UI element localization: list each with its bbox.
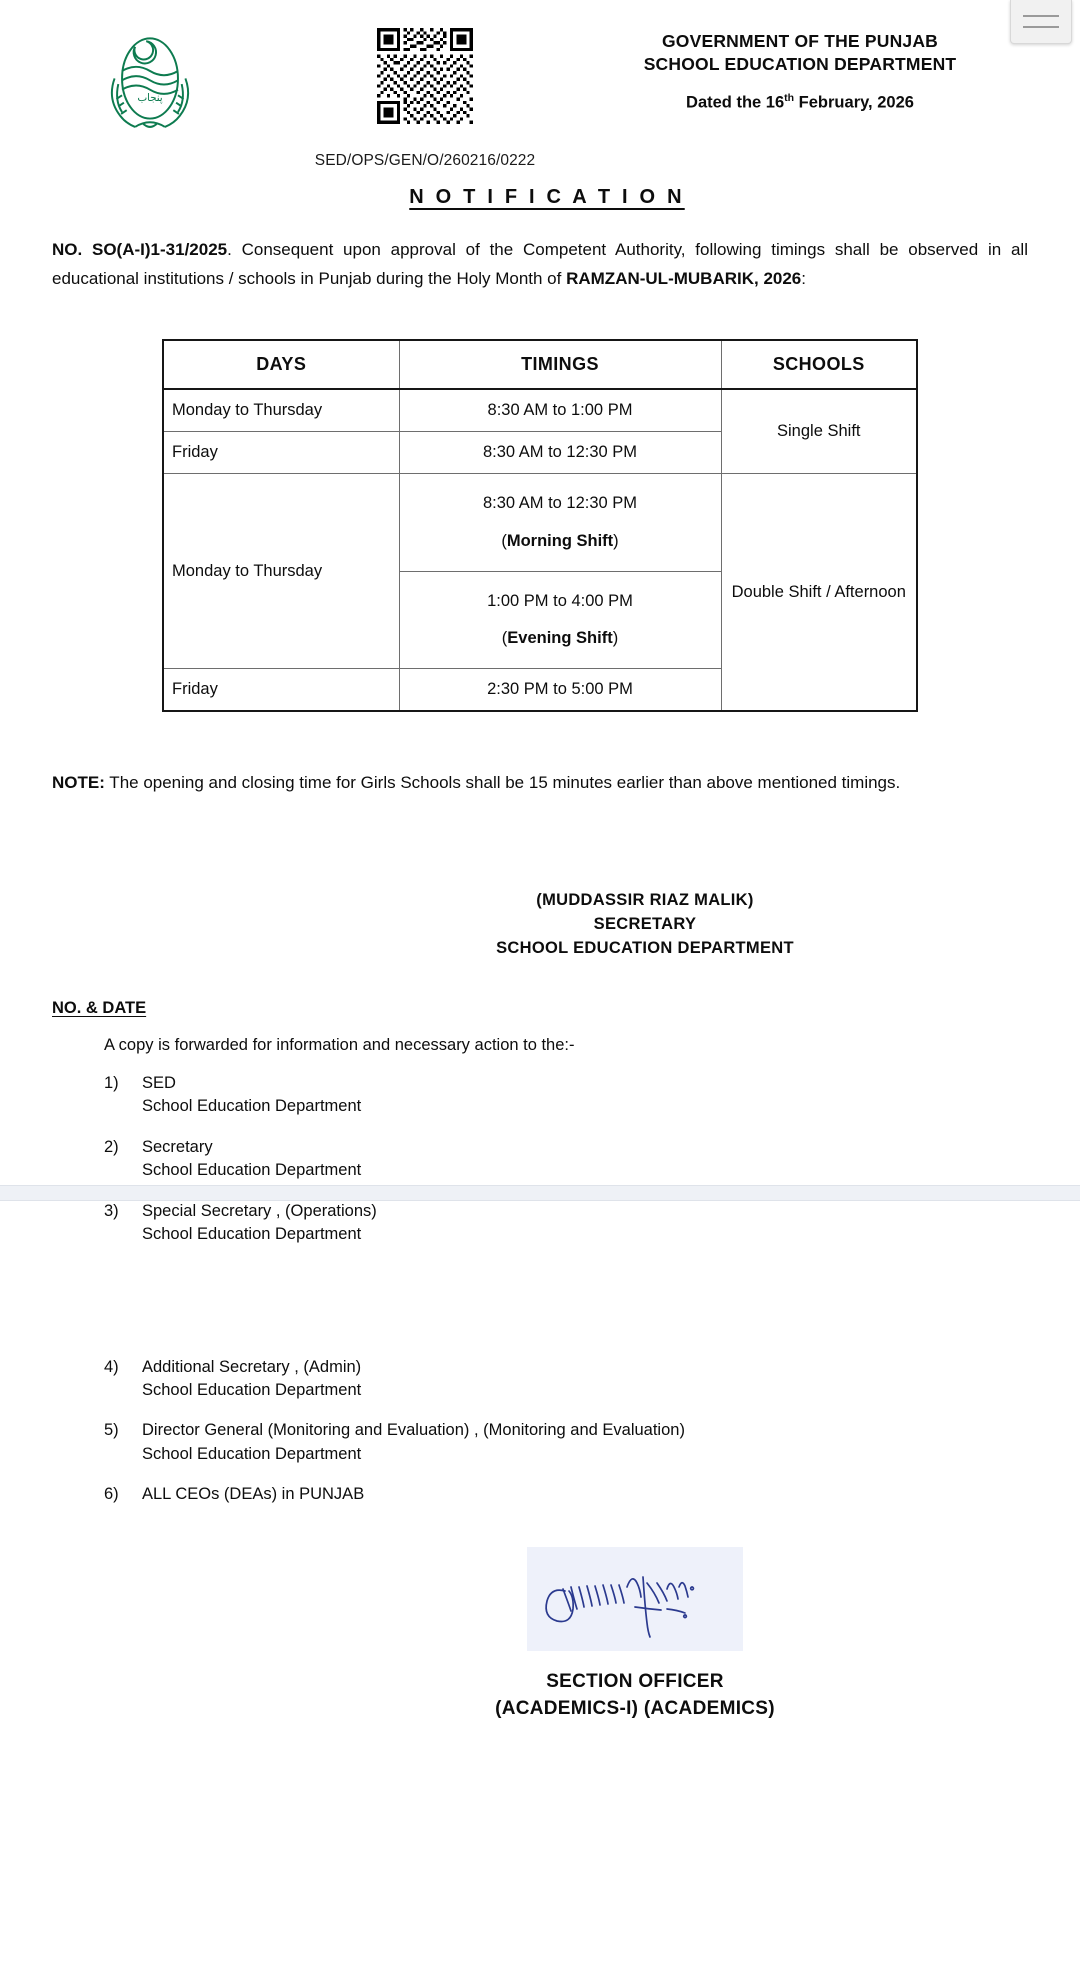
list-item-subtitle: School Education Department: [142, 1161, 362, 1180]
punjab-government-crest-icon: [94, 30, 206, 140]
footer-caption-line-1: SECTION OFFICER: [546, 1670, 724, 1692]
footer-signature-area: [52, 1547, 1028, 1723]
reference-number: SED/OPS/GEN/O/260216/0222: [314, 152, 536, 169]
list-item: [104, 1136, 1028, 1183]
cell-school: Double Shift / Afternoon: [721, 474, 917, 711]
list-item: [104, 1419, 1028, 1466]
document-header: [0, 0, 1080, 170]
notification-paragraph: [52, 235, 1028, 293]
cell-day: Monday to Thursday: [163, 389, 399, 432]
shift-label: Morning Shift: [506, 531, 614, 550]
page-break-band: [0, 1185, 1080, 1201]
list-item-number: 4): [104, 1357, 119, 1376]
shift-close-paren: ): [613, 531, 619, 550]
list-item-title: Additional Secretary , (Admin): [142, 1357, 362, 1376]
document-date: [550, 92, 1050, 113]
list-item-subtitle: School Education Department: [142, 1444, 362, 1463]
scroll-handle[interactable]: [1010, 0, 1072, 44]
list-item-content: [142, 1356, 361, 1403]
list-item-title: ALL CEOs (DEAs) in PUNJAB: [142, 1485, 365, 1504]
svg-text:پنجاب: پنجاب: [137, 92, 163, 104]
table-row: [163, 389, 917, 432]
shift-open-paren: (: [501, 628, 508, 647]
distribution-list-continued: [52, 1356, 1028, 1507]
list-item-number: 3): [104, 1201, 119, 1220]
paragraph-text: . Consequent upon approval of the Competent Authority, following timings shall be observed in all educational institutions / schools in Punjab during the Holy Month of: [52, 240, 1028, 289]
qr-code-icon: [377, 28, 473, 124]
date-ordinal: th: [784, 92, 795, 105]
list-item-content: [142, 1072, 361, 1119]
shift-close-paren: ): [612, 628, 619, 647]
list-item: [104, 1356, 1028, 1403]
signatory-name: (MUDDASSIR RIAZ MALIK): [536, 891, 754, 910]
cell-time: 8:30 AM to 12:30 PM: [399, 432, 721, 474]
cell-time: 8:30 AM to 1:00 PM: [399, 389, 721, 432]
list-item-number: 1): [104, 1073, 119, 1092]
timings-table: [162, 339, 918, 712]
list-item-subtitle: School Education Department: [142, 1097, 362, 1116]
cell-time: 2:30 PM to 5:00 PM: [399, 668, 721, 711]
list-item-title: SED: [142, 1073, 176, 1092]
list-item-content: [142, 1419, 685, 1466]
list-item: [104, 1072, 1028, 1119]
month-name: RAMZAN-UL-MUBARIK, 2026: [566, 269, 802, 289]
list-item-subtitle: School Education Department: [142, 1225, 362, 1244]
list-item-content: [142, 1200, 377, 1247]
signatory-designation: SECRETARY: [593, 915, 697, 934]
government-heading: [550, 24, 1080, 113]
crest-container: [0, 24, 300, 140]
table-row: [163, 474, 917, 571]
list-item-subtitle: School Education Department: [142, 1380, 362, 1399]
list-item-number: 6): [104, 1485, 119, 1504]
distribution-list: [52, 1072, 1028, 1247]
list-item-title: Special Secretary , (Operations): [142, 1201, 377, 1220]
cell-day: Friday: [163, 668, 399, 711]
list-item-title: Secretary: [142, 1137, 213, 1156]
handwritten-signature-icon: [535, 1553, 735, 1645]
qr-container: [300, 24, 550, 170]
cell-time: 1:00 PM to 4:00 PM: [487, 591, 633, 610]
table-header-row: [163, 340, 917, 389]
date-prefix: Dated the 16: [686, 93, 785, 112]
list-item-number: 5): [104, 1421, 119, 1440]
footer-caption-line-2: (ACADEMICS-I) (ACADEMICS): [495, 1697, 775, 1719]
note-text: The opening and closing time for Girls Schools shall be 15 minutes earlier than above mentioned timings.: [104, 772, 901, 792]
list-item-content: [142, 1136, 361, 1183]
forwarded-text: A copy is forwarded for information and necessary action to the:-: [104, 1035, 575, 1054]
column-header-schools: SCHOOLS: [721, 340, 917, 389]
signatory-department: SCHOOL EDUCATION DEPARTMENT: [496, 939, 794, 958]
cell-day: Friday: [163, 432, 399, 474]
shift-open-paren: (: [501, 531, 507, 550]
note-label: NOTE:: [52, 772, 105, 792]
cell-time-shift: [399, 571, 721, 668]
cell-time: 8:30 AM to 12:30 PM: [482, 494, 638, 513]
list-item-title: Director General (Monitoring and Evaluation) , (Monitoring and Evaluation): [142, 1421, 685, 1440]
cell-time-shift: [399, 474, 721, 571]
cell-school: Single Shift: [721, 389, 917, 474]
list-item: [104, 1483, 1028, 1506]
footer-signature-caption: [495, 1669, 775, 1723]
notification-number: NO. SO(A-I)1-31/2025: [52, 240, 228, 259]
note-paragraph: [52, 768, 1028, 797]
column-header-timings: TIMINGS: [399, 340, 721, 389]
column-header-days: DAYS: [163, 340, 399, 389]
list-item-content: [142, 1483, 364, 1506]
signature-box: [527, 1547, 743, 1651]
date-suffix: February, 2026: [794, 93, 914, 112]
list-item: [104, 1200, 1028, 1247]
page-title: N O T I F I C A T I O N: [409, 186, 685, 208]
paragraph-end: :: [801, 269, 806, 289]
scroll-handle-bar: [1023, 15, 1059, 17]
scroll-handle-bar: [1023, 26, 1059, 28]
no-and-date-heading: NO. & DATE: [52, 998, 147, 1017]
cell-day: Monday to Thursday: [163, 474, 399, 669]
government-line-1: GOVERNMENT OF THE PUNJAB: [661, 31, 939, 51]
list-item-number: 2): [104, 1137, 119, 1156]
signatory-block: [52, 889, 1028, 961]
government-line-2: SCHOOL EDUCATION DEPARTMENT: [643, 54, 957, 75]
shift-label: Evening Shift: [507, 628, 613, 647]
